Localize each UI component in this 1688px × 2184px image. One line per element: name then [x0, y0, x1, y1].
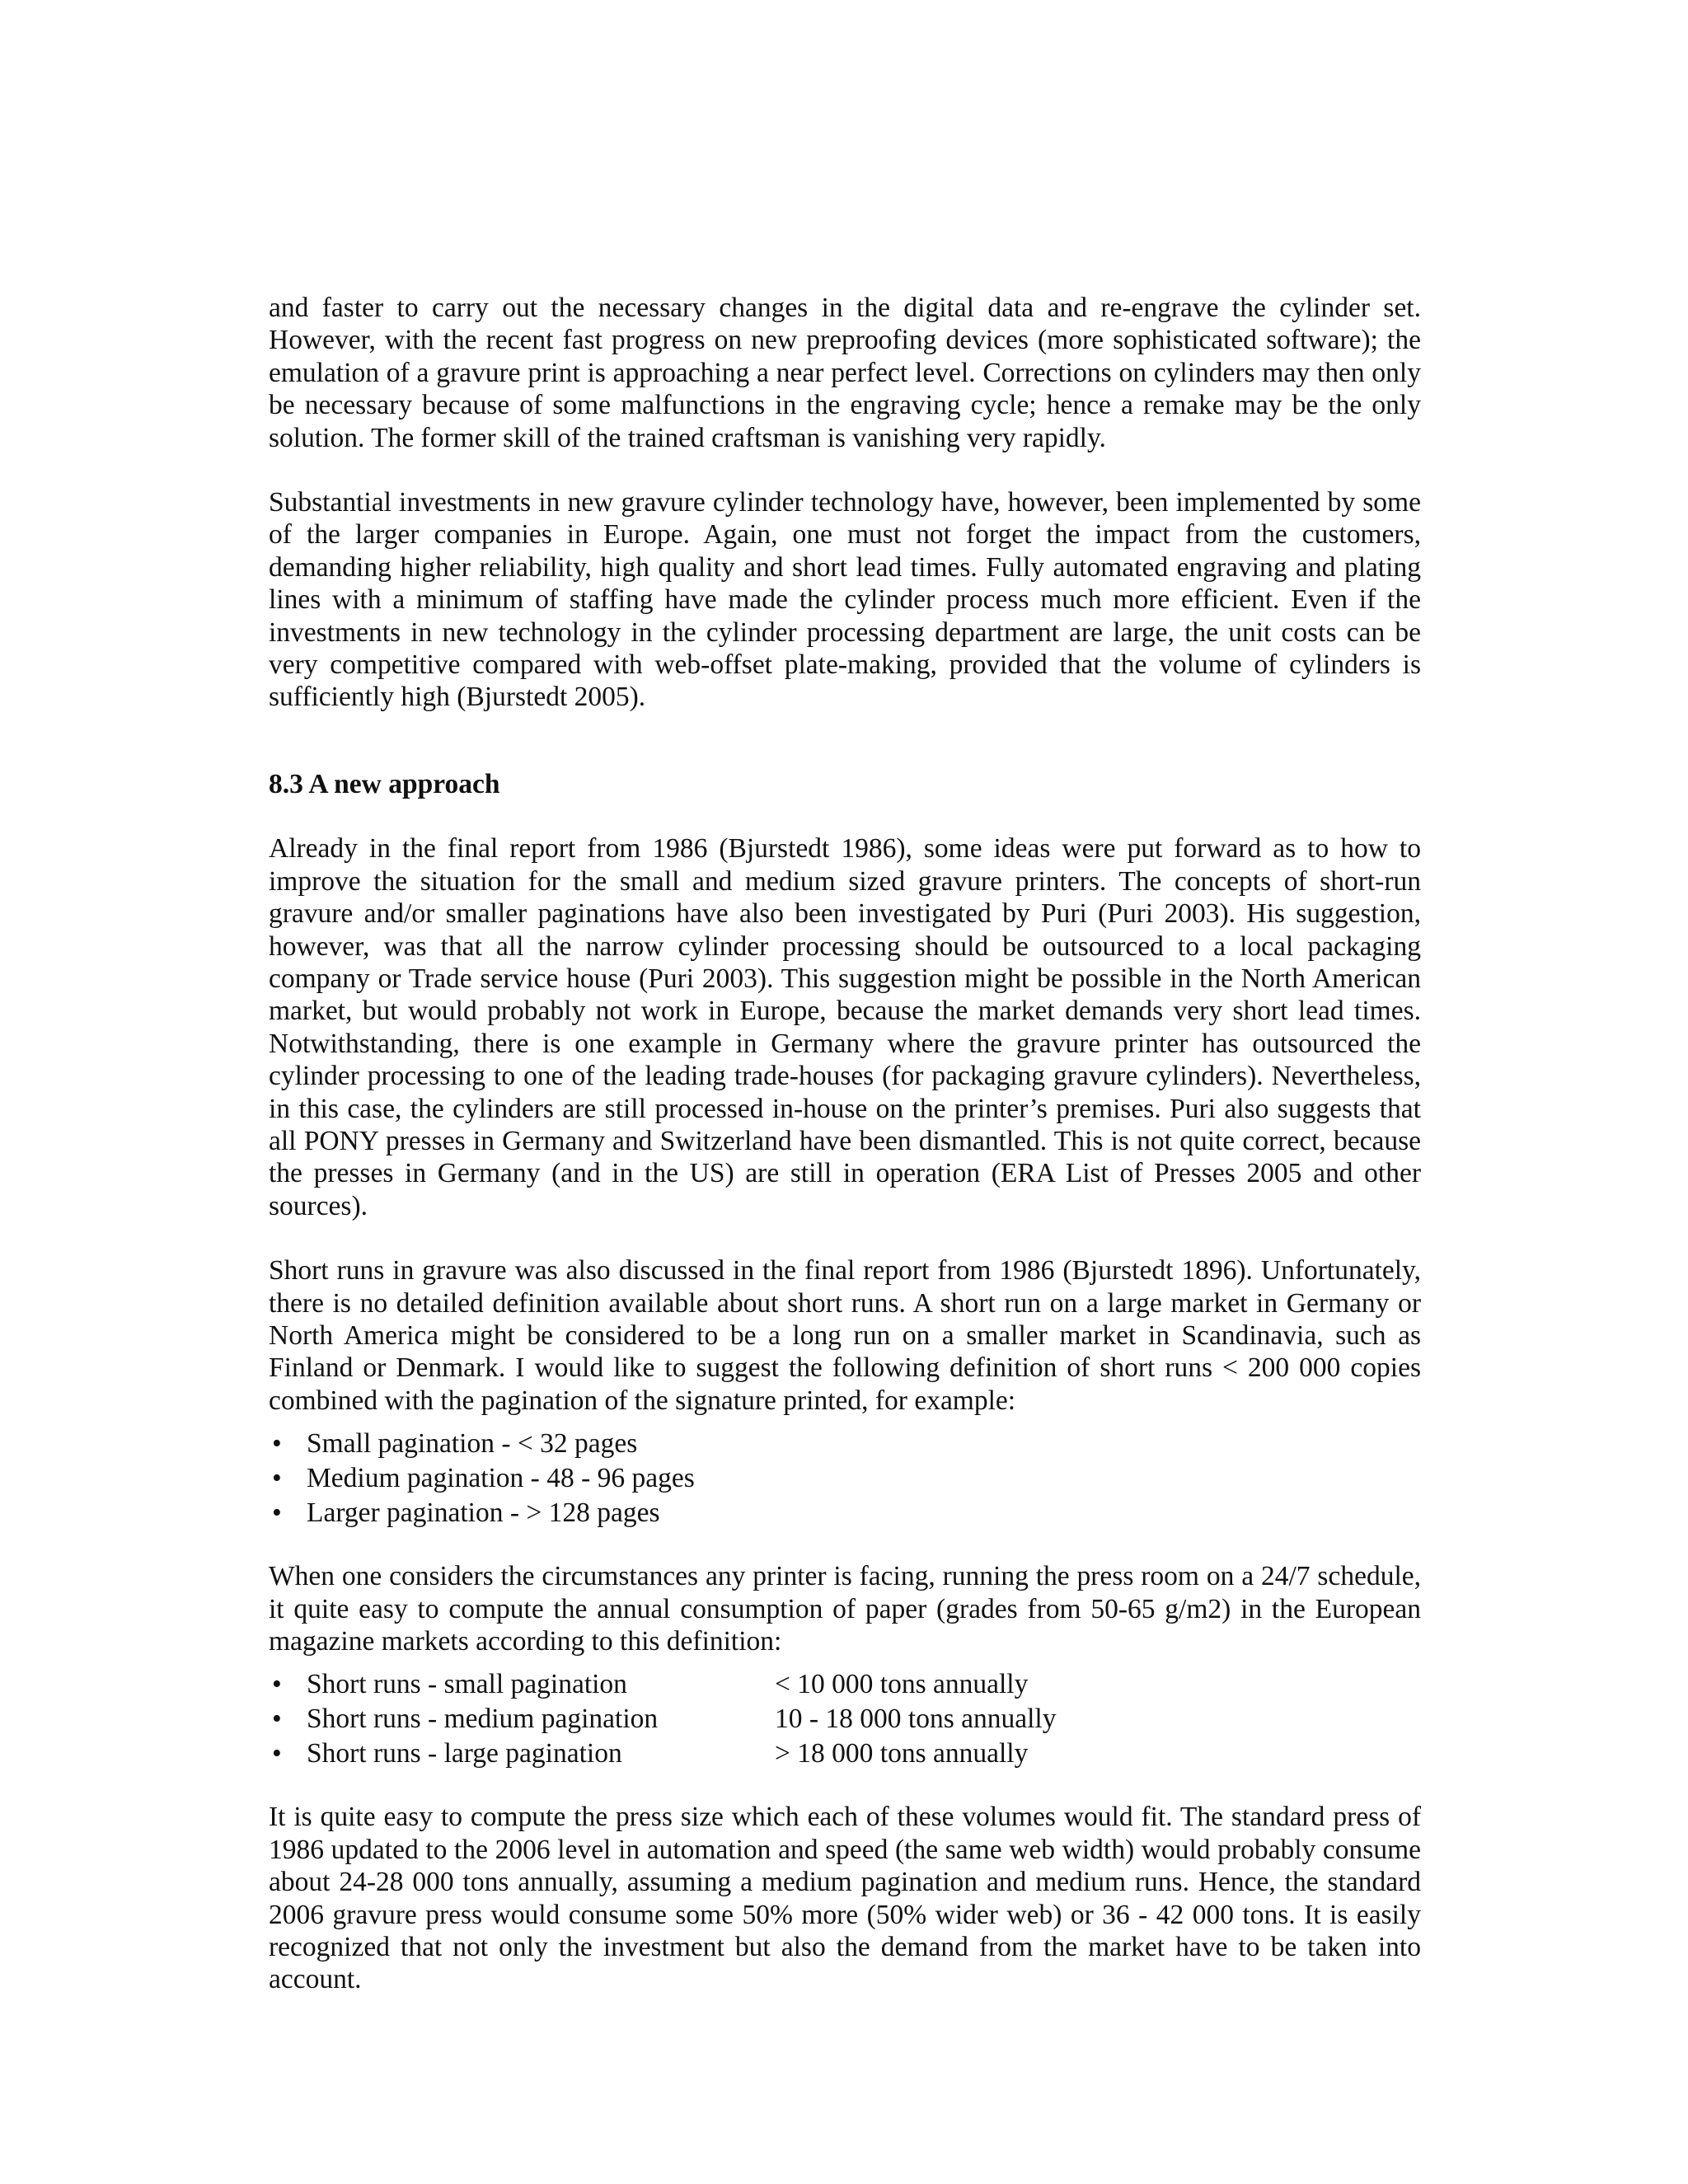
list-item	[269, 1496, 1421, 1530]
spacer	[269, 454, 1421, 486]
bullet-icon: •	[272, 1463, 282, 1494]
list-item	[269, 1427, 1421, 1461]
list-item-label: Short runs - large pagination	[307, 1738, 622, 1769]
paragraph-investments: Substantial investments in new gravure cylinder technology have, however, been implemented by some of the larger companies in Europe. Again, one must not forget the impact from the customers, demanding higher reliability, high quality and short lead times. Fully automated engraving and plating lines with a minimum of staffing have made the cylinder process much more efficient. Even if the investments in new technology in the cylinder processing department are large, the unit costs can be very competitive compared with web-offset plate-making, provided that the volume of cylinders is sufficiently high (Bjurstedt 2005).	[269, 487, 1421, 713]
spacer	[269, 1222, 1421, 1254]
bullet-icon: •	[272, 1497, 282, 1529]
list-item-text: Larger pagination - > 128 pages	[307, 1497, 660, 1529]
pagination-list	[269, 1427, 1421, 1530]
bullet-icon: •	[272, 1738, 282, 1769]
spacer	[269, 1771, 1421, 1801]
bullet-icon: •	[272, 1669, 282, 1700]
list-item-value: < 10 000 tons annually	[775, 1669, 1029, 1700]
spacer	[269, 1657, 1421, 1667]
paragraph-short-runs: Short runs in gravure was also discussed in the final report from 1986 (Bjurstedt 1896). Unfortunately, there is no detailed definition available about short runs. A short run on a large market in Germany or North America might be considered to be a long run on a smaller market in Scandinavia, such as Finland or Denmark. I would like to suggest the following definition of short runs < 200 000 copies combined with the pagination of the signature printed, for example:	[269, 1255, 1421, 1416]
spacer	[269, 1530, 1421, 1560]
spacer	[269, 1417, 1421, 1427]
list-item	[269, 1702, 1421, 1736]
list-item-value: 10 - 18 000 tons annually	[775, 1704, 1057, 1735]
paragraph-cylinder-corrections: and faster to carry out the necessary changes in the digital data and re-engrave the cylinder set. However, with the recent fast progress on new preproofing devices (more sophisticated software); the emulation of a gravure print is approaching a near perfect level. Corrections on cylinders may then only be necessary because of some malfunctions in the engraving cycle; hence a remake may be the only solution. The former skill of the trained craftsman is vanishing very rapidly.	[269, 293, 1421, 453]
paragraph-press-size: It is quite easy to compute the press size which each of these volumes would fit. The standard press of 1986 updated to the 2006 level in automation and speed (the same web width) would probably consume about 24-28 000 tons annually, assuming a medium pagination and medium runs. Hence, the standard 2006 gravure press would consume some 50% more (50% wider web) or 36 - 42 000 tons. It is easily recognized that not only the investment but also the demand from the market have to be taken into account.	[269, 1802, 1421, 1995]
paragraph-new-approach: Already in the final report from 1986 (Bjurstedt 1986), some ideas were put forward as to how to improve the situation for the small and medium sized gravure printers. The concepts of short-run gravure and/or smaller paginations have also been investigated by Puri (Puri 2003). His suggestion, however, was that all the narrow cylinder processing should be outsourced to a local packaging company or Trade service house (Puri 2003). This suggestion might be possible in the North American market, but would probably not work in Europe, because the market demands very short lead times. Notwithstanding, there is one example in Germany where the gravure printer has outsourced the cylinder processing to one of the leading trade-houses (for packaging gravure cylinders). Nevertheless, in this case, the cylinders are still processed in-house on the printer’s premises. Puri also suggests that all PONY presses in Germany and Switzerland have been dismantled. This is not quite correct, because the presses in Germany (and in the US) are still in operation (ERA List of Presses 2005 and other sources).	[269, 833, 1421, 1221]
list-item	[269, 1461, 1421, 1496]
list-item-value: > 18 000 tons annually	[775, 1738, 1029, 1769]
bullet-icon: •	[272, 1428, 282, 1460]
consumption-list	[269, 1667, 1421, 1771]
bullet-icon: •	[272, 1704, 282, 1735]
list-item-label: Short runs - medium pagination	[307, 1704, 659, 1735]
list-item-text: Medium pagination - 48 - 96 pages	[307, 1463, 695, 1494]
list-item-text: Small pagination - < 32 pages	[307, 1428, 638, 1460]
spacer	[269, 800, 1421, 832]
list-item	[269, 1667, 1421, 1702]
paragraph-consumption: When one considers the circumstances any printer is facing, running the press room on a 24/7 schedule, it quite easy to compute the annual consumption of paper (grades from 50-65 g/m2) in the European magazine markets according to this definition:	[269, 1561, 1421, 1657]
page-body	[269, 292, 1421, 1996]
section-heading: 8.3 A new approach	[269, 768, 500, 799]
spacer	[269, 714, 1421, 768]
list-item-label: Short runs - small pagination	[307, 1669, 627, 1700]
list-item	[269, 1736, 1421, 1771]
